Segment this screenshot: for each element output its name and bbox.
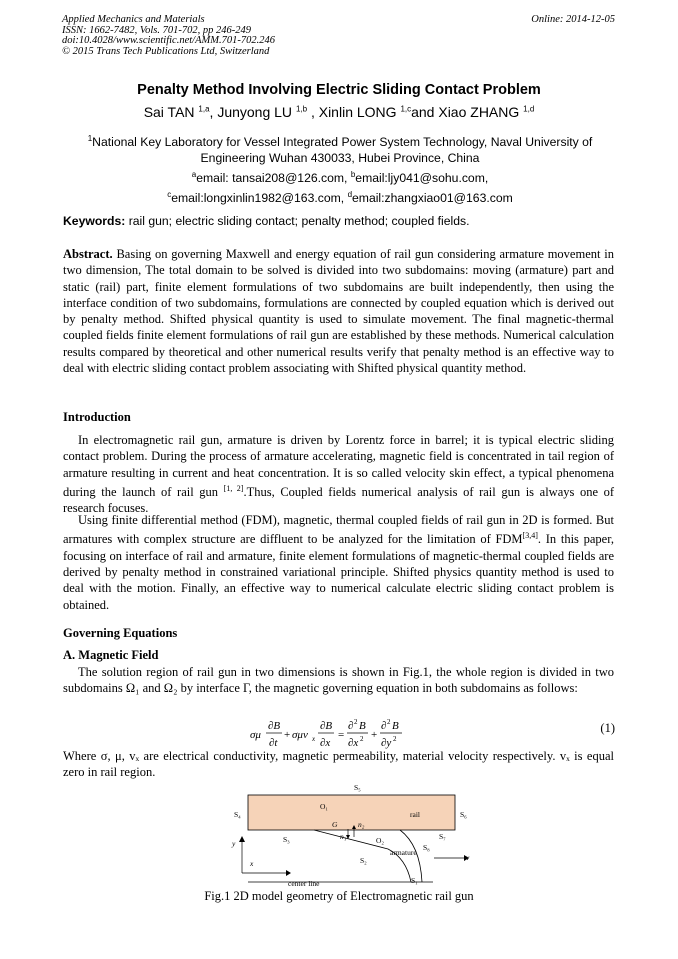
section-heading-introduction: Introduction <box>63 410 131 424</box>
label-s1: S₁ <box>411 876 418 885</box>
email-list: $^a$email: tansai208@126.com, $^b$email:ljy041@sohu.com, $^c$email:longxinlin1982@163.com, $^d$email:zhangxiao01@163.com <box>167 170 513 205</box>
intro-p2-text: Using finite differential method (FDM), magnetic, thermal coupled fields of rail gun in 2D is formed. But armatures with complex structure are diffluent to be analyzed for the limitation of FDM <box>63 513 614 547</box>
copyright-line: © 2015 Trans Tech Publications Ltd, Switzerland <box>62 45 270 57</box>
intro-p1-text-end: .Thus, Coupled fields numerical analysis of rail gun is always one of research focuses. <box>63 485 615 516</box>
author-name: Sai TAN <box>143 104 195 120</box>
label-s4: S₄ <box>234 810 241 819</box>
email-b[interactable]: email:ljy041@sohu.com, <box>355 171 489 186</box>
svg-text:σμv: σμv <box>292 729 308 741</box>
keywords-text: rail gun; electric sliding contact; penalty method; coupled fields. <box>128 214 470 228</box>
intro-paragraph-2 <box>63 512 614 613</box>
affiliation <box>70 131 610 166</box>
abstract-text: Basing on governing Maxwell and energy equation of rail gun considering armature movement in two dimension, The total domain to be solved is divided into two subdomains: moving (armature) part and static (rail) part, finite element formulations of two subdomains are built independently, then using the interface condition of two subdomains, formulations are connected by coupled equation which is derived out by penalty method. Shifted physical quantity is used to simulate movement. The final magnetic-thermal coupled fields finite element formulations of rail gun are established by these methods. Numerical calculation results compared by theoretical and other numerical results verify that penalty method is an effective way to deal with electric sliding contact problem associating with Shifted physical quantity method. <box>63 247 614 376</box>
svg-text:+: + <box>371 729 378 741</box>
issn-line: ISSN: 1662-7482, Vols. 701-702, pp 246-249 <box>62 24 251 36</box>
svg-text:2: 2 <box>360 735 364 743</box>
label-s6: S₆ <box>460 810 467 819</box>
label-y: y <box>232 839 236 848</box>
label-s8: S₈ <box>423 843 430 852</box>
author-affil-sup: 1,a <box>198 104 210 114</box>
svg-text:σμ: σμ <box>250 729 261 741</box>
svg-text:∂B: ∂B <box>268 720 281 732</box>
citation-ref: [3,4] <box>522 531 538 541</box>
author-name: Xinlin LONG <box>318 104 397 120</box>
rail-region <box>248 795 455 830</box>
online-date: Online: 2014-12-05 <box>531 14 615 25</box>
section-heading-governing: Governing Equations <box>63 626 178 640</box>
svg-text:∂x: ∂x <box>348 737 359 749</box>
label-n1: n₁ <box>340 832 347 841</box>
svg-text:x: x <box>312 735 316 743</box>
subsection-heading-magnetic: A. Magnetic Field <box>63 648 159 662</box>
svg-text:∂y: ∂y <box>381 737 392 749</box>
email-d[interactable]: email:zhangxiao01@163.com <box>352 190 513 205</box>
label-s2: S₂ <box>360 856 367 865</box>
abstract <box>63 246 614 376</box>
label-o1: O₁ <box>320 802 329 811</box>
label-s7: S₇ <box>439 832 446 841</box>
label-armature: armature <box>390 848 417 857</box>
intro-p2-text-end: . In this paper, focusing on interface of rail and armature, finite element formulations of magnetic-thermal coupled fields are derived by penalty method in constrained variational principle. Shifted physics quantity method is used to deal with the motion. Finally, an effective way to numerical calculate electric sliding contact problem is obtained. <box>63 532 615 612</box>
citation-ref: [1, 2] <box>223 483 244 493</box>
label-center-line: center line <box>288 879 320 888</box>
label-g: G <box>332 820 338 829</box>
email-c[interactable]: email:longxinlin1982@163.com, <box>171 190 345 205</box>
keywords <box>63 214 623 228</box>
svg-text:B: B <box>359 720 366 732</box>
svg-text:∂x: ∂x <box>320 737 331 749</box>
svg-text:+: + <box>284 729 291 741</box>
keywords-label: Keywords: <box>63 214 126 228</box>
label-s3: S₃ <box>283 835 290 844</box>
equation-number: (1) <box>600 721 615 735</box>
author-affil-sup: 1,b <box>295 104 308 114</box>
author-name: Junyong LU <box>217 104 293 120</box>
label-n2: n₂ <box>358 820 365 829</box>
journal-name: Applied Mechanics and Materials <box>62 14 205 25</box>
svg-text:∂: ∂ <box>381 720 387 732</box>
author-affil-sup: 1,c <box>400 104 412 114</box>
intro-p1-text: In electromagnetic rail gun, armature is driven by Lorentz force in barrel; it is typical electric sliding contact problem. During the process of armature accelerating, magnetic field is concentrated in tail region of armature resulting in current and heat concentration. It is so called velocity skin effect, a typical phenomena during the launch of rail gun <box>63 433 614 500</box>
label-rail: rail <box>410 810 420 819</box>
affiliation-text: National Key Laboratory for Vessel Integrated Power System Technology, Naval University of Engineering Wuhan 430033, Hubei Province, China <box>92 135 593 165</box>
author-affil-sup: 1,d <box>523 104 535 114</box>
doi-line: doi:10.4028/www.scientific.net/AMM.701-702.246 <box>62 35 275 46</box>
abstract-label: Abstract. <box>63 247 113 261</box>
affiliation-sup: 1 <box>87 134 93 143</box>
label-x: x <box>250 859 254 868</box>
label-v: v <box>466 853 470 862</box>
intro-paragraph-1 <box>63 432 614 517</box>
paper-title: Penalty Method Involving Electric Sliding Contact Problem <box>137 82 541 98</box>
svg-text:2: 2 <box>354 718 358 726</box>
svg-text:B: B <box>392 720 399 732</box>
governing-paragraph-1: The solution region of rail gun in two dimensions is shown in Fig.1, the whole region is divided in two subdomains Ω₁ and Ω₂ by interface Γ, the magnetic governing equation in both subdomains as follows: <box>63 665 614 696</box>
label-o2: O₂ <box>376 836 385 845</box>
figure-1 <box>228 783 478 891</box>
svg-text:∂: ∂ <box>348 720 354 732</box>
governing-paragraph-2: Where σ, μ, vₓ are electrical conductivity, magnetic permeability, material velocity respectively. vₓ is equal zero in rail region. <box>63 749 614 780</box>
svg-text:2: 2 <box>393 735 397 743</box>
figure-1-caption: Fig.1 2D model geometry of Electromagnetic rail gun <box>204 889 474 903</box>
svg-text:∂B: ∂B <box>320 720 333 732</box>
svg-text:=: = <box>338 729 345 741</box>
email-a[interactable]: email: tansai208@126.com, <box>196 171 348 186</box>
author-name: Xiao ZHANG <box>438 104 520 120</box>
equation-1-graphic <box>250 716 410 752</box>
label-s2: S₅ <box>354 783 361 792</box>
svg-text:2: 2 <box>387 718 391 726</box>
author-list: Sai TAN $^{1,a}$, Junyong LU $^{1,b}$ , Xinlin LONG $^{1,c}$and Xiao ZHANG $^{1,d}$ <box>143 104 535 120</box>
journal-header <box>62 15 275 57</box>
svg-text:∂t: ∂t <box>269 737 278 749</box>
